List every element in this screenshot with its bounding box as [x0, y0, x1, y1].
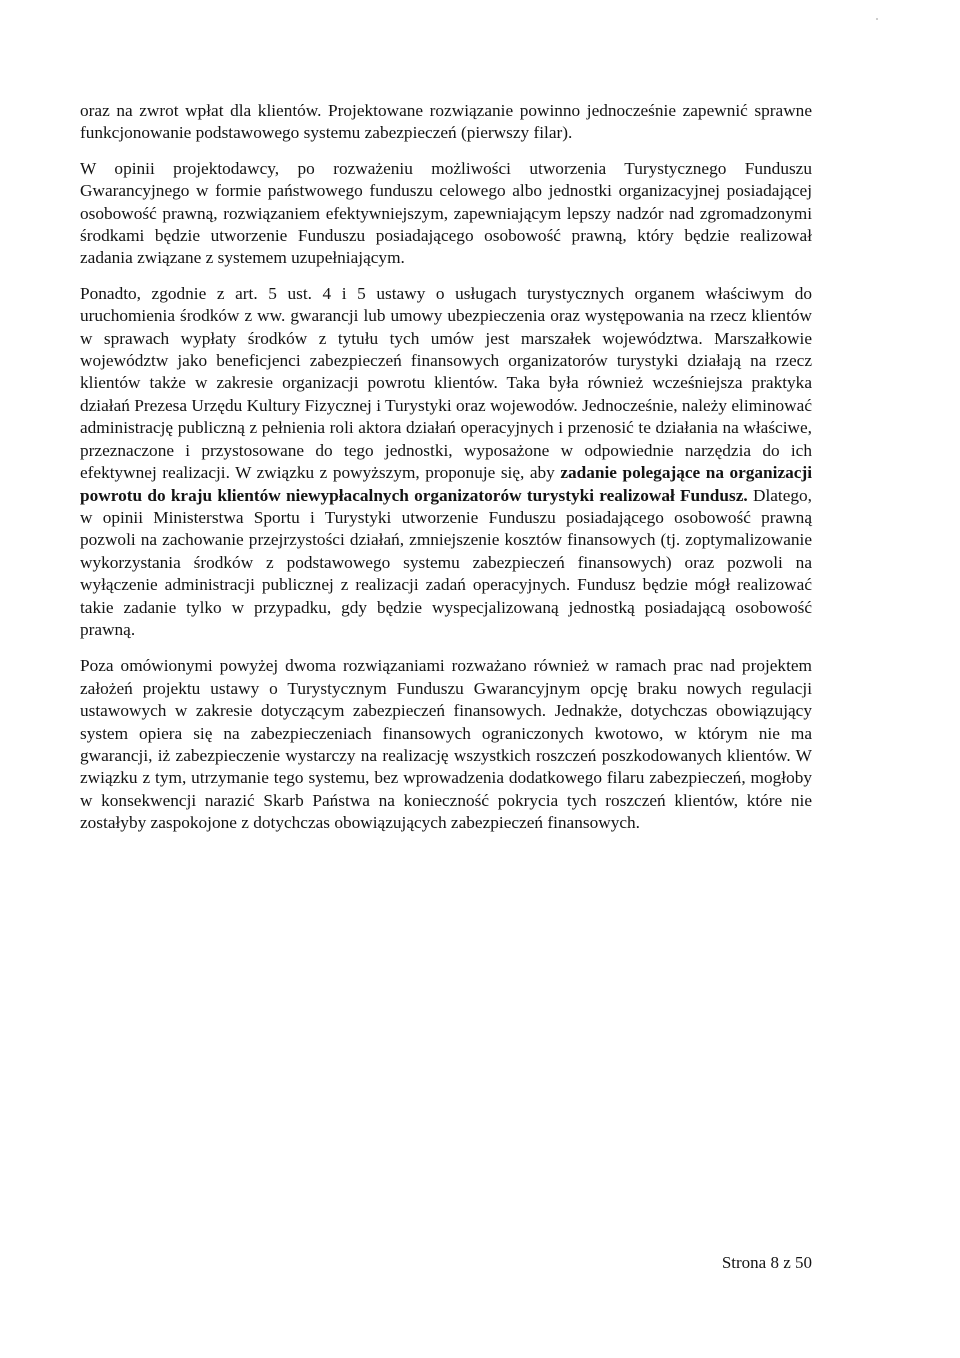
- paragraph: [80, 100, 812, 145]
- paragraph: [80, 283, 812, 642]
- paragraph-bold-text: zadanie polegające na organizacji powrotu do kraju klientów niewypłacalnych organizatorów turystyki realizował Fundusz.: [80, 463, 813, 505]
- paragraph-text: Poza omówionymi powyżej dwoma rozwiązaniami rozważano również w ramach prac nad projektem założeń projektu ustawy o Turystycznym Funduszu Gwarancyjnym opcję braku nowych regulacji ustawowych w zakresie dotyczącym zabezpieczeń finansowych. Jednakże, dotychczas obowiązujący system opiera się na zabezpieczeniach finansowych ograniczonych kwotowo, w którym nie ma gwarancji, iż zabezpieczenie wystarczy na realizację wszystkich roszczeń poszkodowanych klientów. W związku z tym, utrzymanie tego systemu, bez wprowadzenia dodatkowego filaru zabezpieczeń, mogłoby w konsekwencji narazić Skarb Państwa na konieczność pokrycia tych roszczeń klientów, które nie zostałyby zaspokojone z dotychczas obowiązujących zabezpieczeń finansowych.: [80, 656, 812, 833]
- document-body: [80, 100, 812, 848]
- scan-dust-mark: [876, 18, 878, 20]
- paragraph-text: Ponadto, zgodnie z art. 5 ust. 4 i 5 ustawy o usługach turystycznych organem właściwym do uruchomienia środków z ww. gwarancji lub umowy ubezpieczenia oraz występowania na rzecz klientów w sprawach wypłaty środków z tytułu tych umów jest marszałek województwa. Marszałkowie województw jako beneficjenci zabezpieczeń finansowych organizatorów turystyki działają na rzecz klientów także w zakresie organizacji powrotu klientów. Taka była również wcześniejsza praktyka działań Prezesa Urzędu Kultury Fizycznej i Turystyki oraz wojewodów. Jednocześnie, należy eliminować administrację publiczną z pełnienia roli aktora działań operacyjnych i przenosić te działania na właściwe, przeznaczone i przystosowane do tego jednostki, wyposażone w odpowiednie narzędzia do ich efektywnej realizacji. W związku z powyższym, proponuje się, aby: [80, 283, 812, 483]
- paragraph: [80, 655, 812, 834]
- paragraph-text: Dlatego, w opinii Ministerstwa Sportu i Turystyki utworzenie Funduszu posiadającego osobowość prawną pozwoli na zachowanie przejrzystości działań, zmniejszenie kosztów finansowych (tj. zoptymalizowanie wykorzystania środków z podstawowego systemu zabezpieczeń finansowych) oraz pozwoli na wyłączenie administracji publicznej z realizacji zadań operacyjnych. Fundusz będzie mógł realizować takie zadanie tylko w przypadku, gdy będzie wyspecjalizowaną jednostką posiadającą osobowość prawną.: [80, 485, 812, 639]
- paragraph-text: W opinii projektodawcy, po rozważeniu możliwości utworzenia Turystycznego Funduszu Gwarancyjnego w formie państwowego funduszu celowego albo jednostki organizacyjnej posiadającej osobowość prawną, rozwiązaniem efektywniejszym, zapewniającym lepszy nadzór nad zgromadzonymi środkami będzie utworzenie Funduszu posiadającego osobowość prawną, który będzie realizował zadania związane z systemem uzupełniającym.: [80, 158, 812, 268]
- paragraph-text: oraz na zwrot wpłat dla klientów. Projektowane rozwiązanie powinno jednocześnie zapewnić sprawne funkcjonowanie podstawowego systemu zabezpieczeń (pierwszy filar).: [80, 101, 812, 143]
- paragraph: [80, 158, 812, 270]
- page-number: Strona 8 z 50: [721, 1253, 812, 1272]
